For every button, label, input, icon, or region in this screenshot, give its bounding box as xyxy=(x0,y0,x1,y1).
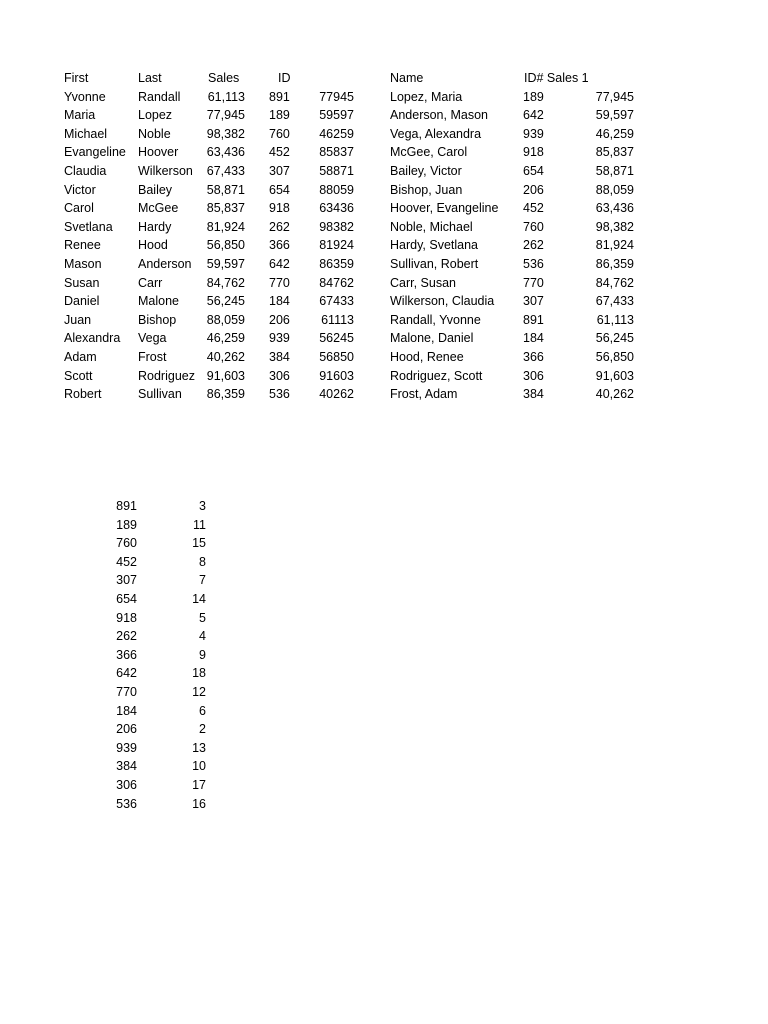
header-id-sales: ID# Sales 1 xyxy=(524,71,589,85)
first-name-cell: Robert xyxy=(64,387,102,402)
rank-cell: 6 xyxy=(199,703,206,718)
value-cell: 81924 xyxy=(319,238,354,253)
first-name-cell: Adam xyxy=(64,349,97,364)
id-cell: 206 xyxy=(116,722,137,737)
table-row xyxy=(64,199,364,218)
sales-cell: 85,837 xyxy=(206,201,245,216)
id-cell: 770 xyxy=(523,275,544,290)
table-row xyxy=(390,181,640,200)
table-row xyxy=(64,292,364,311)
sales-cell: 67,433 xyxy=(595,294,634,309)
first-name-cell: Yvonne xyxy=(64,89,106,104)
sales-cell: 91,603 xyxy=(206,368,245,383)
table-row xyxy=(100,720,210,739)
header-last: Last xyxy=(138,71,162,85)
sales-cell: 77,945 xyxy=(206,108,245,123)
last-name-cell: Lopez xyxy=(138,108,173,123)
rank-cell: 7 xyxy=(199,573,206,588)
name-cell: Hood, Renee xyxy=(390,349,464,364)
id-cell: 184 xyxy=(116,703,137,718)
value-cell: 67433 xyxy=(319,294,354,309)
id-cell: 536 xyxy=(269,387,290,402)
sales-cell: 98,382 xyxy=(595,219,634,234)
rank-cell: 13 xyxy=(192,740,206,755)
last-name-cell: Rodriguez xyxy=(138,368,195,383)
id-cell: 760 xyxy=(269,126,290,141)
sales-cell: 59,597 xyxy=(595,108,634,123)
rank-cell: 17 xyxy=(192,777,206,792)
last-name-cell: Hood xyxy=(138,238,168,253)
sales-cell: 86,359 xyxy=(206,387,245,402)
id-cell: 452 xyxy=(523,201,544,216)
first-name-cell: Michael xyxy=(64,126,108,141)
name-cell: Malone, Daniel xyxy=(390,331,474,346)
table-row xyxy=(64,162,364,181)
sales-cell: 88,059 xyxy=(595,182,634,197)
rank-cell: 18 xyxy=(192,666,206,681)
table-row xyxy=(64,106,364,125)
table-row xyxy=(390,125,640,144)
name-cell: Lopez, Maria xyxy=(390,89,463,104)
first-name-cell: Scott xyxy=(64,368,93,383)
table-row xyxy=(100,571,210,590)
sales-cell: 85,837 xyxy=(595,145,634,160)
table-row xyxy=(64,88,364,107)
sales-cell: 58,871 xyxy=(595,163,634,178)
id-cell: 262 xyxy=(269,219,290,234)
table-row xyxy=(100,702,210,721)
id-cell: 770 xyxy=(269,275,290,290)
table-body xyxy=(64,88,364,404)
id-cell: 307 xyxy=(523,294,544,309)
header-first: First xyxy=(64,71,89,85)
table-row xyxy=(64,125,364,144)
table-row xyxy=(64,329,364,348)
table-row xyxy=(390,274,640,293)
table-row xyxy=(390,329,640,348)
last-name-cell: Anderson xyxy=(138,256,192,271)
rank-cell: 14 xyxy=(192,591,206,606)
table-row xyxy=(390,199,640,218)
sales-cell: 56,245 xyxy=(206,294,245,309)
id-cell: 206 xyxy=(523,182,544,197)
header-name: Name xyxy=(390,71,424,85)
id-cell: 189 xyxy=(523,89,544,104)
sales-cell: 63,436 xyxy=(595,201,634,216)
first-name-cell: Svetlana xyxy=(64,219,113,234)
table-row xyxy=(64,143,364,162)
id-cell: 206 xyxy=(269,312,290,327)
id-cell: 918 xyxy=(116,610,137,625)
id-cell: 189 xyxy=(269,108,290,123)
sales-cell: 91,603 xyxy=(595,368,634,383)
id-cell: 642 xyxy=(523,108,544,123)
table-row xyxy=(390,348,640,367)
last-name-cell: Malone xyxy=(138,294,179,309)
table-row xyxy=(100,795,210,814)
sales-cell: 84,762 xyxy=(206,275,245,290)
name-cell: Anderson, Mason xyxy=(390,108,488,123)
table-row xyxy=(100,646,210,665)
sales-cell: 40,262 xyxy=(206,349,245,364)
table-row xyxy=(390,236,640,255)
name-cell: Bailey, Victor xyxy=(390,163,462,178)
value-cell: 77945 xyxy=(319,89,354,104)
last-name-cell: Bishop xyxy=(138,312,177,327)
value-cell: 84762 xyxy=(319,275,354,290)
sales-cell: 56,850 xyxy=(206,238,245,253)
table-row xyxy=(390,162,640,181)
name-cell: Vega, Alexandra xyxy=(390,126,482,141)
table-row xyxy=(100,776,210,795)
table-row xyxy=(64,367,364,386)
table-row xyxy=(100,664,210,683)
value-cell: 61113 xyxy=(321,312,354,327)
value-cell: 98382 xyxy=(319,219,354,234)
id-cell: 184 xyxy=(523,331,544,346)
first-name-cell: Claudia xyxy=(64,163,107,178)
first-name-cell: Mason xyxy=(64,256,102,271)
id-cell: 262 xyxy=(116,629,137,644)
table-row xyxy=(390,255,640,274)
table-row xyxy=(64,236,364,255)
value-cell: 59597 xyxy=(319,108,354,123)
rank-cell: 11 xyxy=(193,517,206,532)
sales-cell: 77,945 xyxy=(595,89,634,104)
sales-cell: 67,433 xyxy=(206,163,245,178)
id-cell: 384 xyxy=(523,387,544,402)
id-cell: 654 xyxy=(269,182,290,197)
rank-cell: 16 xyxy=(192,796,206,811)
sales-cell: 46,259 xyxy=(595,126,634,141)
table-row xyxy=(64,255,364,274)
sales-cell: 56,850 xyxy=(595,349,634,364)
rank-cell: 4 xyxy=(199,629,206,644)
sales-cell: 40,262 xyxy=(595,387,634,402)
name-cell: Carr, Susan xyxy=(390,275,457,290)
value-cell: 58871 xyxy=(319,163,354,178)
id-cell: 760 xyxy=(116,536,137,551)
last-name-cell: Randall xyxy=(138,89,181,104)
table-header-row xyxy=(390,69,640,88)
name-cell: Noble, Michael xyxy=(390,219,473,234)
sales-cell: 86,359 xyxy=(595,256,634,271)
id-cell: 939 xyxy=(523,126,544,141)
id-cell: 939 xyxy=(116,740,137,755)
last-name-cell: Sullivan xyxy=(138,387,182,402)
name-cell: Randall, Yvonne xyxy=(390,312,481,327)
name-cell: Hoover, Evangeline xyxy=(390,201,499,216)
header-sales: Sales xyxy=(208,71,240,85)
id-cell: 918 xyxy=(523,145,544,160)
last-name-cell: Vega xyxy=(138,331,167,346)
name-cell: Bishop, Juan xyxy=(390,182,463,197)
name-cell: McGee, Carol xyxy=(390,145,468,160)
id-cell: 189 xyxy=(116,517,137,532)
id-cell: 642 xyxy=(269,256,290,271)
rank-cell: 12 xyxy=(192,684,206,699)
last-name-cell: Noble xyxy=(138,126,171,141)
name-cell: Hardy, Svetlana xyxy=(390,238,479,253)
table-row xyxy=(100,516,210,535)
last-name-cell: Frost xyxy=(138,349,167,364)
id-cell: 452 xyxy=(116,554,137,569)
value-cell: 63436 xyxy=(319,201,354,216)
sales-table-by-first-last xyxy=(64,69,364,404)
id-cell: 642 xyxy=(116,666,137,681)
table-row xyxy=(100,497,210,516)
rank-cell: 2 xyxy=(199,722,206,737)
table-row xyxy=(100,627,210,646)
first-name-cell: Susan xyxy=(64,275,100,290)
table-row xyxy=(100,534,210,553)
rank-cell: 5 xyxy=(199,610,206,625)
id-cell: 918 xyxy=(269,201,290,216)
table-body xyxy=(100,497,210,813)
id-cell: 307 xyxy=(116,573,137,588)
table-row xyxy=(64,181,364,200)
table-row xyxy=(100,590,210,609)
value-cell: 46259 xyxy=(319,126,354,141)
name-cell: Rodriguez, Scott xyxy=(390,368,483,383)
table-row xyxy=(390,88,640,107)
table-row xyxy=(100,739,210,758)
sales-cell: 88,059 xyxy=(206,312,245,327)
id-cell: 306 xyxy=(116,777,137,792)
id-cell: 891 xyxy=(269,89,290,104)
id-cell: 262 xyxy=(523,238,544,253)
header-id: ID xyxy=(278,71,291,85)
id-cell: 384 xyxy=(269,349,290,364)
table-row xyxy=(64,348,364,367)
value-cell: 85837 xyxy=(319,145,354,160)
value-cell: 40262 xyxy=(319,387,354,402)
id-cell: 366 xyxy=(116,647,137,662)
sales-cell: 61,113 xyxy=(596,312,634,327)
id-cell: 891 xyxy=(116,499,137,513)
id-cell: 366 xyxy=(269,238,290,253)
last-name-cell: Hardy xyxy=(138,219,172,234)
last-name-cell: McGee xyxy=(138,201,179,216)
id-cell: 306 xyxy=(523,368,544,383)
table-row xyxy=(100,757,210,776)
first-name-cell: Daniel xyxy=(64,294,100,309)
table-row xyxy=(390,367,640,386)
sales-cell: 56,245 xyxy=(595,331,634,346)
table-row xyxy=(100,553,210,572)
id-cell: 939 xyxy=(269,331,290,346)
id-cell: 760 xyxy=(523,219,544,234)
sales-table-by-name xyxy=(390,69,640,404)
id-cell: 307 xyxy=(269,163,290,178)
value-cell: 88059 xyxy=(319,182,354,197)
value-cell: 56850 xyxy=(319,349,354,364)
id-cell: 306 xyxy=(269,368,290,383)
first-name-cell: Maria xyxy=(64,108,96,123)
table-row xyxy=(390,385,640,404)
table-row xyxy=(100,683,210,702)
rank-cell: 8 xyxy=(199,554,206,569)
first-name-cell: Alexandra xyxy=(64,331,121,346)
table-row xyxy=(64,311,364,330)
sales-cell: 59,597 xyxy=(206,256,245,271)
first-name-cell: Evangeline xyxy=(64,145,126,160)
id-cell: 770 xyxy=(116,684,137,699)
table-row xyxy=(390,311,640,330)
table-row xyxy=(390,292,640,311)
sales-cell: 81,924 xyxy=(595,238,634,253)
sales-cell: 81,924 xyxy=(206,219,245,234)
id-cell: 366 xyxy=(523,349,544,364)
id-cell: 654 xyxy=(116,591,137,606)
last-name-cell: Bailey xyxy=(138,182,173,197)
first-name-cell: Juan xyxy=(64,312,92,327)
id-cell: 536 xyxy=(116,796,137,811)
name-cell: Frost, Adam xyxy=(390,387,458,402)
id-rank-table xyxy=(100,497,210,813)
rank-cell: 9 xyxy=(199,647,206,662)
rank-cell: 15 xyxy=(192,536,206,551)
id-cell: 384 xyxy=(116,759,137,774)
first-name-cell: Carol xyxy=(64,201,94,216)
last-name-cell: Hoover xyxy=(138,145,179,160)
name-cell: Wilkerson, Claudia xyxy=(390,294,495,309)
sales-cell: 61,113 xyxy=(207,89,245,104)
value-cell: 91603 xyxy=(319,368,354,383)
first-name-cell: Renee xyxy=(64,238,101,253)
sales-cell: 46,259 xyxy=(206,331,245,346)
id-cell: 536 xyxy=(523,256,544,271)
id-cell: 452 xyxy=(269,145,290,160)
id-cell: 184 xyxy=(269,294,290,309)
sales-cell: 84,762 xyxy=(595,275,634,290)
table-row xyxy=(64,274,364,293)
last-name-cell: Wilkerson xyxy=(138,163,193,178)
sales-cell: 58,871 xyxy=(206,182,245,197)
table-row xyxy=(390,218,640,237)
last-name-cell: Carr xyxy=(138,275,163,290)
table-body xyxy=(390,88,640,404)
value-cell: 56245 xyxy=(319,331,354,346)
table-row xyxy=(64,218,364,237)
sales-cell: 98,382 xyxy=(206,126,245,141)
value-cell: 86359 xyxy=(319,256,354,271)
rank-cell: 10 xyxy=(192,759,206,774)
first-name-cell: Victor xyxy=(64,182,96,197)
table-header-row xyxy=(64,69,364,88)
table-row xyxy=(100,609,210,628)
id-cell: 654 xyxy=(523,163,544,178)
table-row xyxy=(390,106,640,125)
table-row xyxy=(64,385,364,404)
rank-cell: 3 xyxy=(199,499,206,513)
table-row xyxy=(390,143,640,162)
id-cell: 891 xyxy=(523,312,544,327)
sales-cell: 63,436 xyxy=(206,145,245,160)
name-cell: Sullivan, Robert xyxy=(390,256,479,271)
